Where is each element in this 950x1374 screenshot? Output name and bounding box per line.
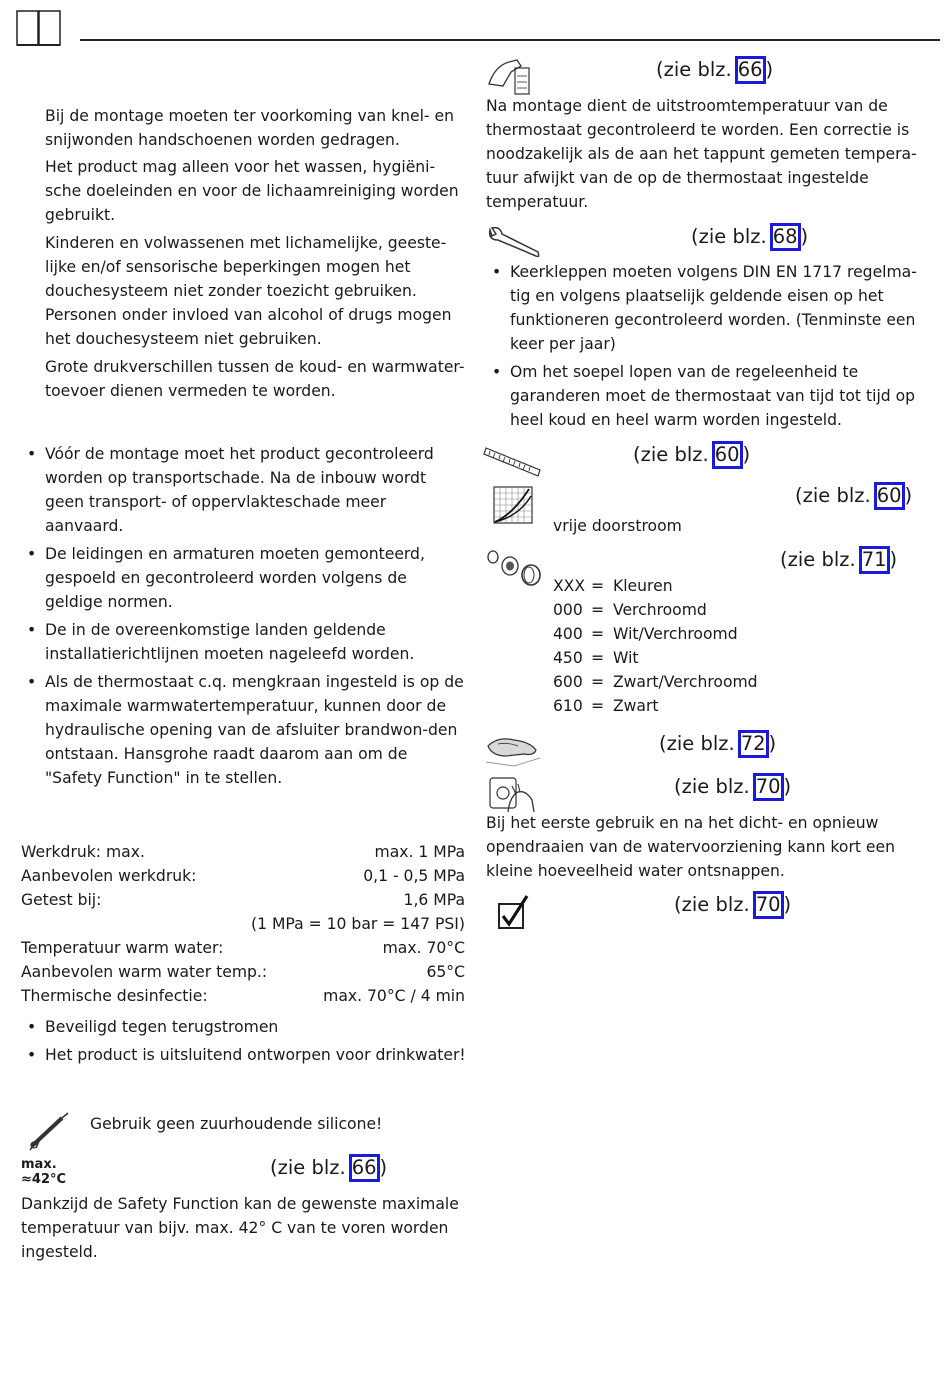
tech-row (21, 912, 465, 936)
manual-book-icon (16, 10, 62, 52)
color-row (553, 694, 758, 718)
mounting-bullet: • Vóór de montage moet het product gecontroleerd worden op transportschade. Na de inbouw wordt geen transport- of oppervlakteschade meer aanvaard. (21, 442, 465, 538)
color-table (553, 574, 758, 718)
mounting-bullet: • Als de thermostaat c.q. mengkraan ingesteld is op de maximale warmwatertemperatuur, kunnen door de hydraulische opening van de afsluiter brandwon-den ontstaan. Hansgrohe raadt daarom aan om de "Safety Function" in te stellen. (21, 670, 465, 790)
page-ref-dimensions: (zie blz. 60 ) (633, 441, 750, 469)
page-ref-colors: (zie blz. 71 ) (780, 546, 897, 574)
color-code: 000 (553, 601, 583, 619)
tech-label: Werkdruk: max. (21, 843, 145, 861)
color-code: 400 (553, 625, 583, 643)
color-code: XXX (553, 577, 586, 595)
page-ref-cleaning: (zie blz. 72 ) (659, 730, 776, 758)
equals-sign: = (591, 649, 605, 667)
equals-sign: = (591, 577, 605, 595)
color-name: Zwart (613, 697, 659, 715)
safety-paragraph: Grote drukverschillen tussen de koud- en warmwater-toevoer dienen vermeden te worden. (45, 358, 465, 400)
tech-label: Aanbevolen warm water temp.: (21, 963, 268, 981)
flow-diagram-icon (493, 486, 533, 528)
adjust-text: Na montage dient de uitstroomtemperatuur van de thermostaat gecontroleerd te worden. Een correctie is noodzakelijk als de aan het tappunt gemeten tempera-tuur afwijkt van de op de thermostaat ingestelde temperatuur. (486, 97, 917, 211)
first-use-text: Bij het eerste gebruik en na het dicht- en opnieuw opendraaien van de watervoorziening kann kort een kleine hoeveelheid water ontsnappen. (486, 814, 895, 880)
color-row (553, 622, 758, 646)
tech-value: 0,1 - 0,5 MPa (363, 867, 465, 885)
color-finish-icon (486, 548, 544, 590)
silicone-gun-icon (26, 1112, 70, 1156)
safety-paragraph: Het product mag alleen voor het wassen, hygiëni-sche doeleinden en voor de lichaamreiniging worden gebruikt. (45, 158, 459, 224)
page-ref-maintenance: (zie blz. 68 ) (691, 223, 808, 251)
tech-row (21, 888, 465, 912)
page-link[interactable]: 66 (735, 56, 766, 84)
color-name: Zwart/Verchroomd (613, 673, 758, 691)
page-link[interactable]: 71 (859, 546, 890, 574)
color-name: Verchroomd (613, 601, 707, 619)
tech-row (21, 936, 465, 960)
tech-label: Thermische desinfectie: (21, 987, 208, 1005)
tech-value: max. 70°C (382, 939, 465, 957)
color-row (553, 598, 758, 622)
equals-sign: = (591, 625, 605, 643)
tech-row (21, 864, 465, 888)
tech-label: Temperatuur warm water: (21, 939, 224, 957)
page-ref-flow: (zie blz. 60 ) (795, 482, 912, 510)
page-link[interactable]: 70 (753, 891, 784, 919)
color-name: Wit/Verchroomd (613, 625, 738, 643)
checkbox-check-icon (497, 894, 529, 936)
page-link[interactable]: 60 (712, 441, 743, 469)
color-row (553, 670, 758, 694)
tech-value: 1,6 MPa (403, 891, 465, 909)
max-temp-label (21, 1157, 66, 1187)
page-ref-safety: (zie blz. 66 ) (270, 1154, 387, 1182)
tech-value: (1 MPa = 10 bar = 147 PSI) (250, 915, 465, 933)
page-link[interactable]: 66 (349, 1154, 380, 1182)
color-name: Wit (613, 649, 639, 667)
color-row (553, 646, 758, 670)
silicone-text: Gebruik geen zuurhoudende silicone! (90, 1115, 383, 1133)
page-ref-test: (zie blz. 70 ) (674, 891, 791, 919)
max-label: max. (21, 1157, 57, 1172)
safety-paragraph: Kinderen en volwassenen met lichamelijke, geeste-lijke en/of sensorische beperkingen mogen het douchesysteem niet zonder toezicht gebruiken. Personen onder invloed van alcohol of drugs mogen het douchesysteem niet gebruiken. (45, 234, 452, 348)
color-code: 450 (553, 649, 583, 667)
mounting-bullet: • De in de overeenkomstige landen geldende installatierichtlijnen moeten nageleefd worden. (21, 618, 465, 666)
flow-text: vrije doorstroom (553, 517, 682, 535)
header-rule (80, 39, 940, 41)
maintenance-bullet: • Om het soepel lopen van de regeleenheid te garanderen moet de thermostaat van tijd tot tijd op heel koud en heel warm worden ingesteld. (486, 360, 930, 432)
tech-bullet: • Het product is uitsluitend ontworpen voor drinkwater! (21, 1043, 495, 1067)
page-ref-use: (zie blz. 70 ) (674, 773, 791, 801)
color-name: Kleuren (613, 577, 673, 595)
safety-function-text: Dankzijd de Safety Function kan de gewenste maximale temperatuur van bijv. max. 42° C van te voren worden ingesteld. (21, 1195, 459, 1261)
page-link[interactable]: 72 (738, 730, 769, 758)
ruler-dimensions-icon (484, 444, 542, 484)
maintenance-bullet: • Keerkleppen moeten volgens DIN EN 1717 regelma-tig en volgens plaatselijk geldende eisen op het funktioneren gecontroleerd worden. (Tenminste een keer per jaar) (486, 260, 930, 356)
wrench-icon (486, 226, 542, 264)
cleaning-hand-icon (484, 732, 542, 772)
tech-row (21, 984, 465, 1008)
color-row (553, 574, 758, 598)
tech-value: 65°C (426, 963, 465, 981)
tech-label: Getest bij: (21, 891, 102, 909)
tech-bullet: • Beveiligd tegen terugstromen (21, 1015, 495, 1039)
equals-sign: = (591, 673, 605, 691)
page-link[interactable]: 60 (874, 482, 905, 510)
page-ref-adjust: (zie blz. 66 ) (656, 56, 773, 84)
page-link[interactable]: 70 (753, 773, 784, 801)
page-link[interactable]: 68 (770, 223, 801, 251)
equals-sign: = (591, 697, 605, 715)
equals-sign: = (591, 601, 605, 619)
tech-row (21, 840, 465, 864)
tech-value: max. 1 MPa (374, 843, 465, 861)
color-code: 600 (553, 673, 583, 691)
mounting-bullet: • De leidingen en armaturen moeten gemonteerd, gespoeld en gecontroleerd worden volgens de geldige normen. (21, 542, 465, 614)
tech-row (21, 960, 465, 984)
safety-paragraph: Bij de montage moeten ter voorkoming van knel- en snijwonden handschoenen worden gedragen. (45, 107, 454, 149)
max-temp-value: ≈42°C (21, 1172, 67, 1187)
tech-value: max. 70°C / 4 min (323, 987, 465, 1005)
tech-label: Aanbevolen werkdruk: (21, 867, 197, 885)
color-code: 610 (553, 697, 583, 715)
